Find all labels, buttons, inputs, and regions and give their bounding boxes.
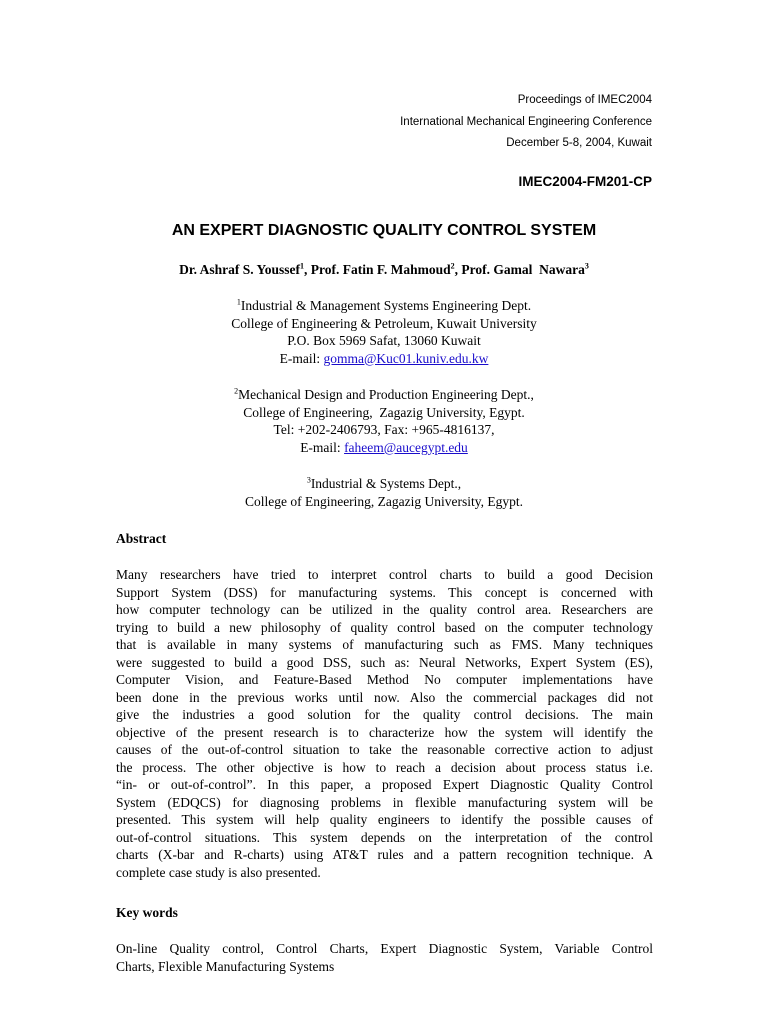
abstract-line: Support System (DSS) for manufacturing systems. This concept is concerned with — [116, 584, 653, 600]
affiliation-dept: $^1$Industrial & Management Systems Engineering Dept. — [236, 297, 532, 313]
author-sup: 2 — [450, 261, 455, 271]
abstract-body — [116, 566, 653, 881]
affiliation-line: College of Engineering & Petroleum, Kuwait University — [231, 315, 537, 331]
affiliation-line: College of Engineering, Zagazig University, Egypt. — [243, 404, 525, 420]
abstract-line: causes of the out-of-control situation to take the reasonable corrective action to adjust — [116, 742, 653, 757]
abstract-line: Many researchers have tried to interpret control charts to build a good Decision — [116, 567, 653, 582]
keywords-heading: Key words — [116, 905, 178, 920]
abstract-line: System (EDQCS) for diagnosing problems in flexible manufacturing system will be — [116, 794, 653, 810]
paper-code: IMEC2004-FM201-CP — [518, 174, 652, 189]
abstract-line: give the industries a good solution for the quality control decisions. The main — [116, 707, 653, 722]
affiliation-2 — [0, 386, 768, 456]
author-sup: 3 — [584, 261, 589, 271]
paper-title: AN EXPERT DIAGNOSTIC QUALITY CONTROL SYSTEM — [171, 222, 597, 239]
abstract-heading: Abstract — [116, 531, 167, 546]
abstract-line: the process. The other objective is how to reach a decision about process status i.e. — [116, 759, 653, 775]
author-name: Dr. Ashraf S. Youssef — [179, 262, 301, 277]
affiliation-dept: $^3$Industrial & Systems Dept., — [306, 475, 462, 491]
author-name: Prof. Fatin F. Mahmoud — [310, 262, 451, 277]
abstract-line: presented. This system will help quality engineers to identify the possible causes of — [116, 812, 653, 827]
abstract-line: objective of the present research is to characterize how the system will identify the — [116, 724, 653, 740]
conference-name: International Mechanical Engineering Conference — [400, 116, 652, 128]
abstract-line: that is available in many systems of manufacturing such as FMS. Many techniques — [116, 637, 653, 652]
keywords-line: Charts, Flexible Manufacturing Systems — [116, 958, 335, 974]
affiliation-dept: $^2$Mechanical Design and Production Engineering Dept., — [234, 386, 534, 402]
keywords-body — [116, 940, 653, 975]
author-sup: 1 — [300, 261, 305, 271]
affiliation-email: E-mail: gomma@Kuc01.kuniv.edu.kw — [279, 350, 489, 366]
affiliation-email: E-mail: faheem@aucegypt.edu — [300, 439, 468, 455]
affiliation-1 — [0, 297, 768, 367]
author-list: Dr. Ashraf S. Youssef$^1$, Prof. Fatin F. Mahmoud$^2$, Prof. Gamal Nawara$^3$ — [179, 261, 589, 277]
affiliation-3 — [0, 475, 768, 510]
abstract-line: Computer Vision, and Feature-Based Method No computer implementations have — [116, 672, 653, 687]
author-name: Prof. Gamal Nawara — [461, 262, 585, 277]
abstract-line: trying to build a new philosophy of quality control based on the computer technology — [116, 619, 653, 635]
abstract-line: were suggested to build a good DSS, such as: Neural Networks, Expert System (ES), — [116, 654, 653, 670]
affiliation-line: P.O. Box 5969 Safat, 13060 Kuwait — [287, 333, 481, 348]
abstract-line: charts (X-bar and R-charts) using AT&T rules and a pattern recognition technique. A — [116, 847, 653, 862]
abstract-line: out-of-control situations. This system depends on the interpretation of the control — [116, 829, 653, 845]
conference-date-location: December 5-8, 2004, Kuwait — [506, 137, 652, 149]
abstract-line: “in- or out-of-control”. In this paper, a proposed Expert Diagnostic Quality Control — [116, 777, 653, 792]
abstract-line: been done in the previous works until now. Also the commercial packages did not — [116, 689, 653, 705]
abstract-line: complete case study is also presented. — [116, 864, 321, 880]
email-link[interactable]: faheem@aucegypt.edu — [344, 439, 468, 455]
keywords-line: On-line Quality control, Control Charts, Expert Diagnostic System, Variable Control — [116, 941, 653, 956]
abstract-line: how computer technology can be utilized in the quality control area. Researchers are — [116, 602, 653, 617]
affiliation-line: Tel: +202-2406793, Fax: +965-4816137, — [273, 422, 495, 437]
affiliation-line: College of Engineering, Zagazig University, Egypt. — [244, 493, 524, 509]
proceedings-line: Proceedings of IMEC2004 — [517, 94, 652, 106]
email-link[interactable]: gomma@Kuc01.kuniv.edu.kw — [323, 350, 489, 366]
